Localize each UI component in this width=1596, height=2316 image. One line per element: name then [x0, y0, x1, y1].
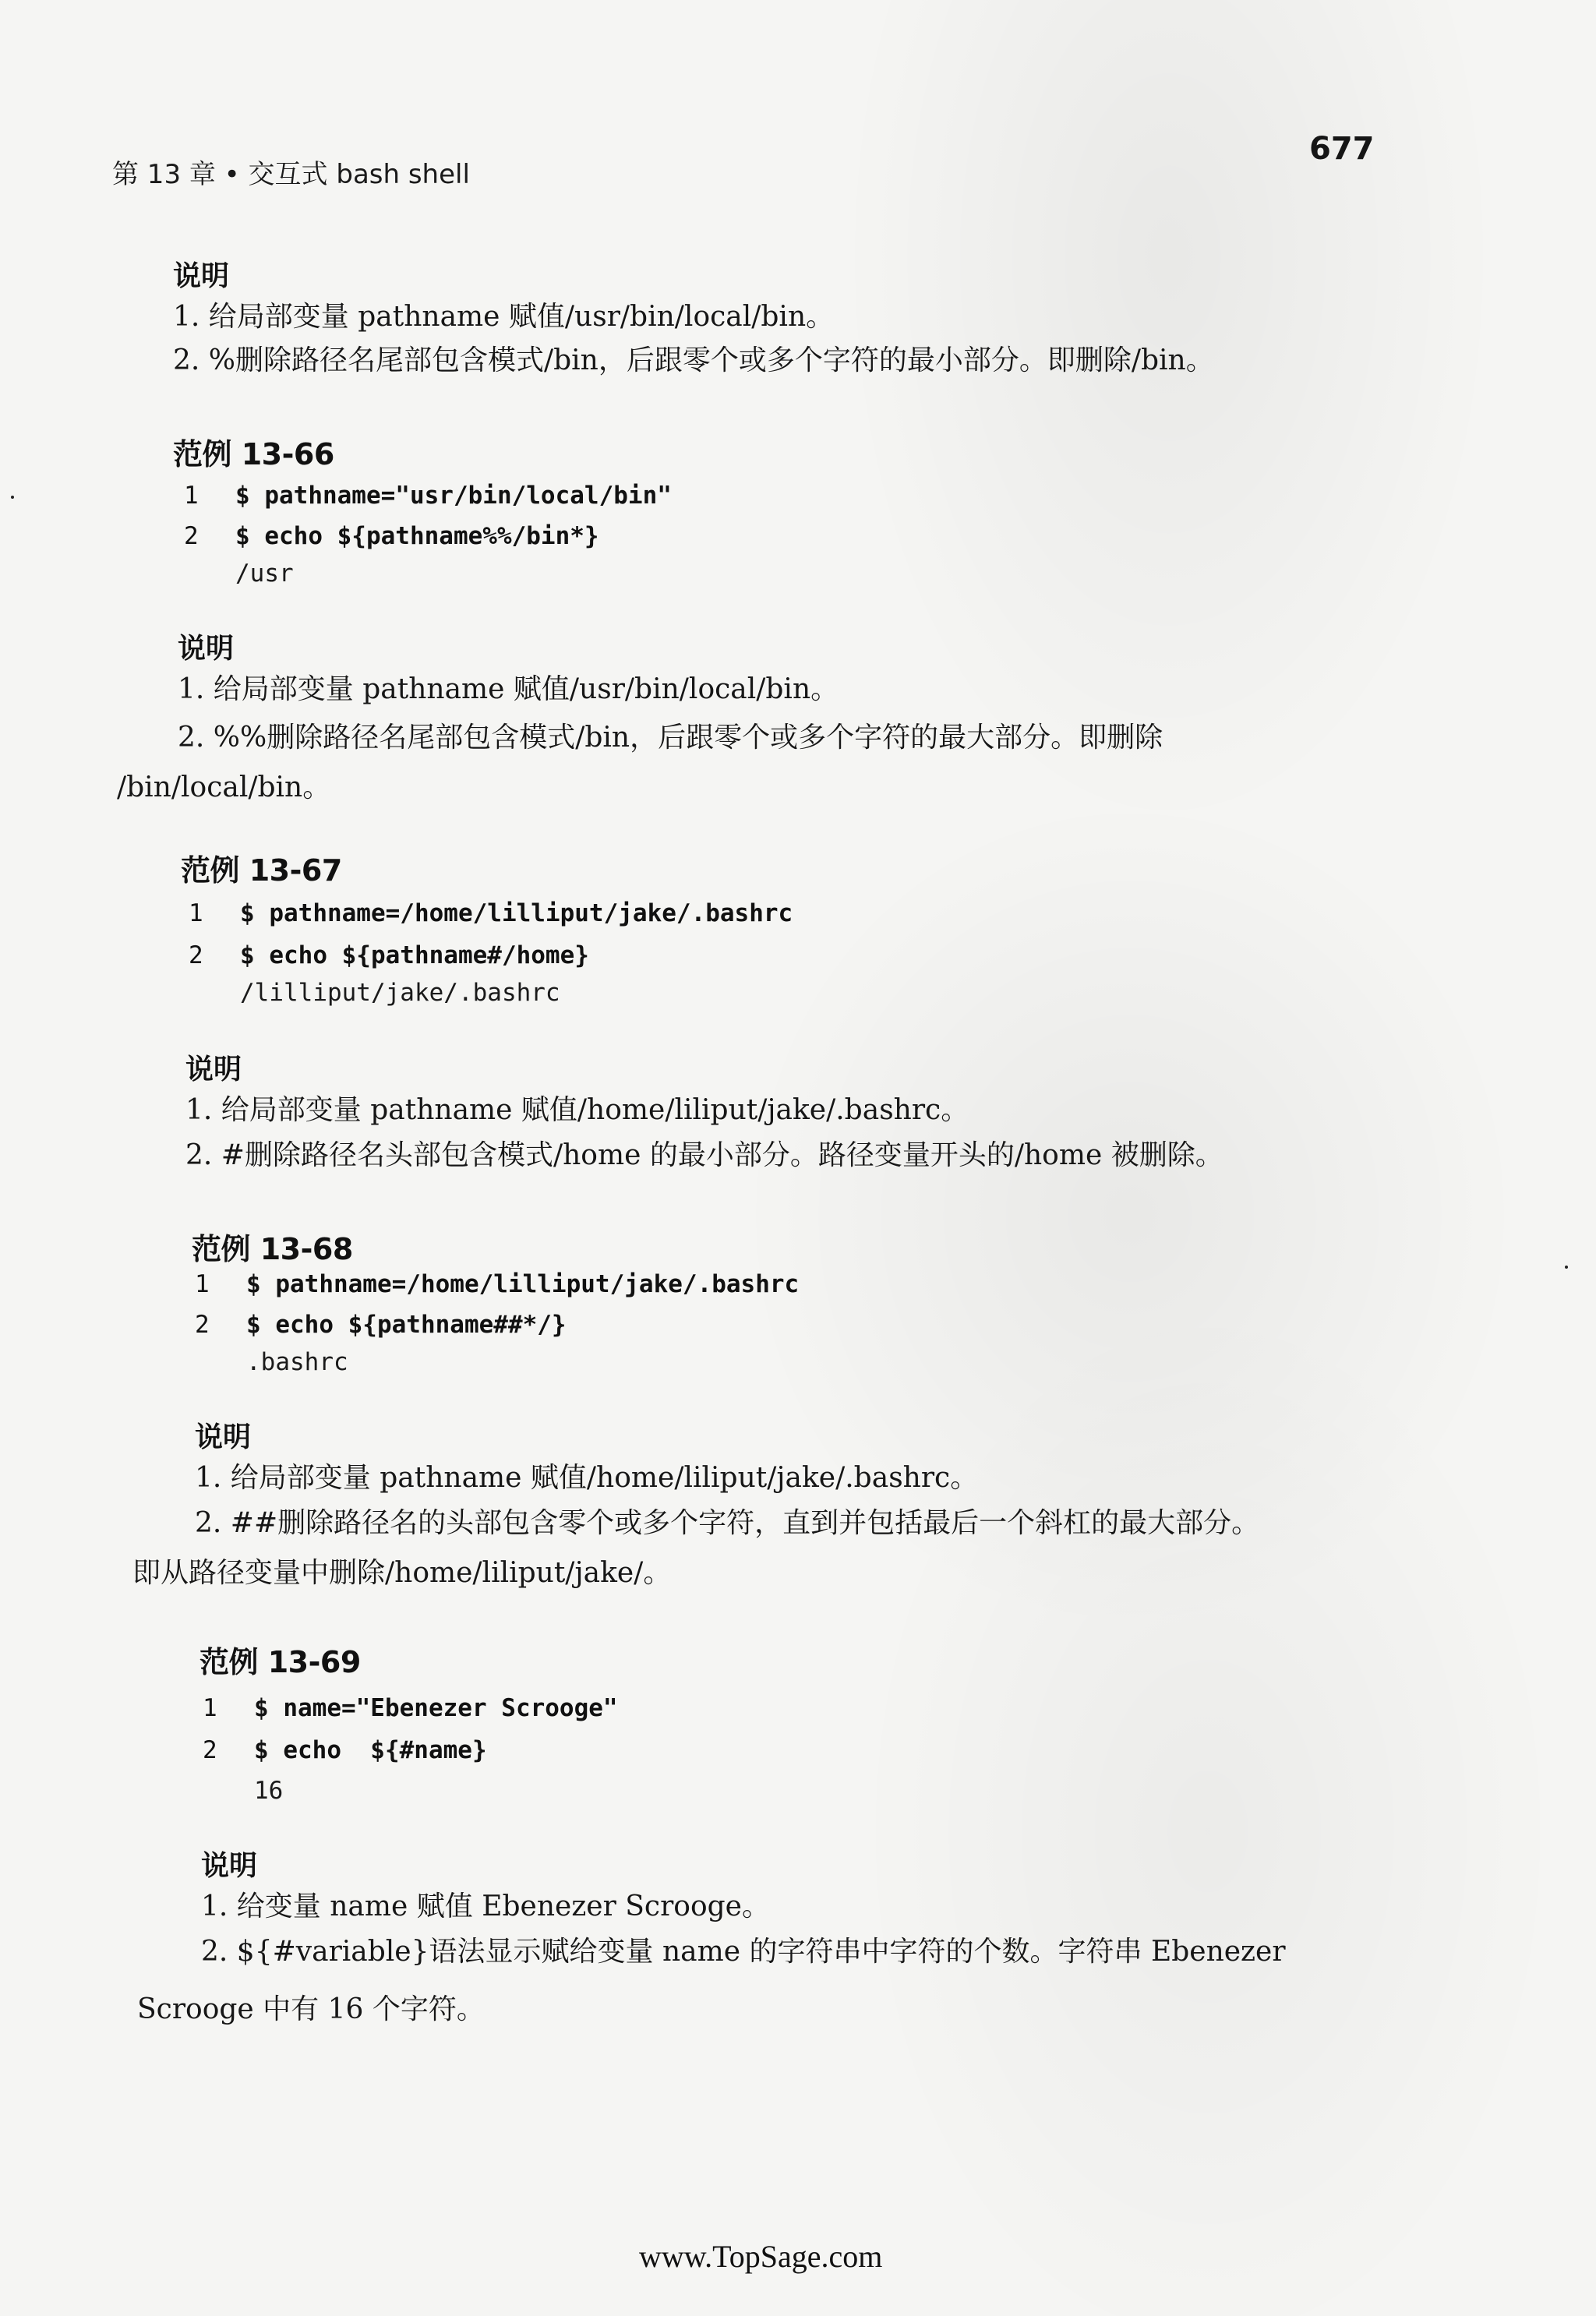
code-output: 16: [254, 1777, 284, 1805]
code-output: .bashrc: [246, 1348, 348, 1376]
example-title: 范例 13-68: [192, 1232, 353, 1266]
explanation-line: 1. 给变量 name 赋值 Ebenezer Scrooge。: [201, 1891, 770, 1922]
explanation-line: 1. 给局部变量 pathname 赋值/usr/bin/local/bin。: [173, 301, 835, 333]
code-text: $ echo ${pathname##*/}: [246, 1311, 567, 1339]
explanation-line: 2. %%删除路径名尾部包含模式/bin，后跟零个或多个字符的最大部分。即删除: [178, 722, 1163, 754]
explanation-line: 2. #删除路径名头部包含模式/home 的最小部分。路径变量开头的/home 被删除。: [185, 1139, 1223, 1171]
explanation-label: 说明: [173, 260, 230, 292]
scan-speck: [11, 496, 14, 499]
explanation-label: 说明: [185, 1054, 242, 1086]
code-output: /usr: [235, 560, 294, 588]
explanation-label: 说明: [201, 1850, 258, 1882]
explanation-line: 1. 给局部变量 pathname 赋值/usr/bin/local/bin。: [178, 673, 839, 705]
explanation-line: /bin/local/bin。: [117, 771, 331, 803]
explanation-line: 即从路径变量中删除/home/liliput/jake/。: [132, 1557, 672, 1589]
explanation-label: 说明: [178, 633, 235, 665]
example-title: 范例 13-69: [200, 1645, 361, 1679]
scan-speck: [1565, 1266, 1568, 1269]
explanation-line: 2. %删除路径名尾部包含模式/bin，后跟零个或多个字符的最小部分。即删除/bin。: [173, 344, 1214, 376]
line-number: 1: [189, 899, 203, 927]
line-number: 1: [203, 1694, 217, 1722]
example-title: 范例 13-67: [181, 853, 342, 888]
example-title: 范例 13-66: [173, 437, 334, 471]
code-text: $ echo ${pathname%%/bin*}: [235, 522, 599, 550]
explanation-line: 1. 给局部变量 pathname 赋值/home/liliput/jake/.bashrc。: [185, 1094, 969, 1126]
code-line: [203, 1688, 618, 1728]
chapter-header: 第 13 章 • 交互式 bash shell: [112, 159, 470, 190]
code-line: [184, 516, 599, 556]
code-line: [195, 1264, 799, 1305]
code-line: [195, 1305, 567, 1345]
explanation-label: 说明: [195, 1421, 252, 1453]
line-number: 2: [195, 1311, 210, 1339]
code-text: $ echo ${pathname#/home}: [240, 941, 589, 969]
explanation-line: 2. ##删除路径名的头部包含零个或多个字符，直到并包括最后一个斜杠的最大部分。: [195, 1507, 1260, 1539]
line-number: 1: [195, 1270, 210, 1298]
explanation-line: 2. ${#variable}语法显示赋给变量 name 的字符串中字符的个数。字符串 Ebenezer: [201, 1936, 1286, 1968]
footer-url: www.TopSage.com: [639, 2239, 883, 2274]
explanation-line: 1. 给局部变量 pathname 赋值/home/liliput/jake/.bashrc。: [195, 1462, 979, 1494]
code-line: [189, 935, 589, 976]
code-line: [184, 475, 672, 516]
code-line: [189, 893, 793, 934]
line-number: 2: [203, 1736, 217, 1764]
code-text: $ echo ${#name}: [254, 1736, 487, 1764]
page-number: 677: [1309, 131, 1375, 167]
explanation-line: Scrooge 中有 16 个字符。: [137, 1993, 485, 2025]
code-text: $ pathname="usr/bin/local/bin": [235, 482, 672, 510]
line-number: 1: [184, 482, 199, 510]
code-text: $ name="Ebenezer Scrooge": [254, 1694, 618, 1722]
line-number: 2: [184, 522, 199, 550]
code-line: [203, 1730, 487, 1771]
code-output: /lilliput/jake/.bashrc: [240, 979, 560, 1007]
code-text: $ pathname=/home/lilliput/jake/.bashrc: [246, 1270, 800, 1298]
code-text: $ pathname=/home/lilliput/jake/.bashrc: [240, 899, 793, 927]
line-number: 2: [189, 941, 203, 969]
